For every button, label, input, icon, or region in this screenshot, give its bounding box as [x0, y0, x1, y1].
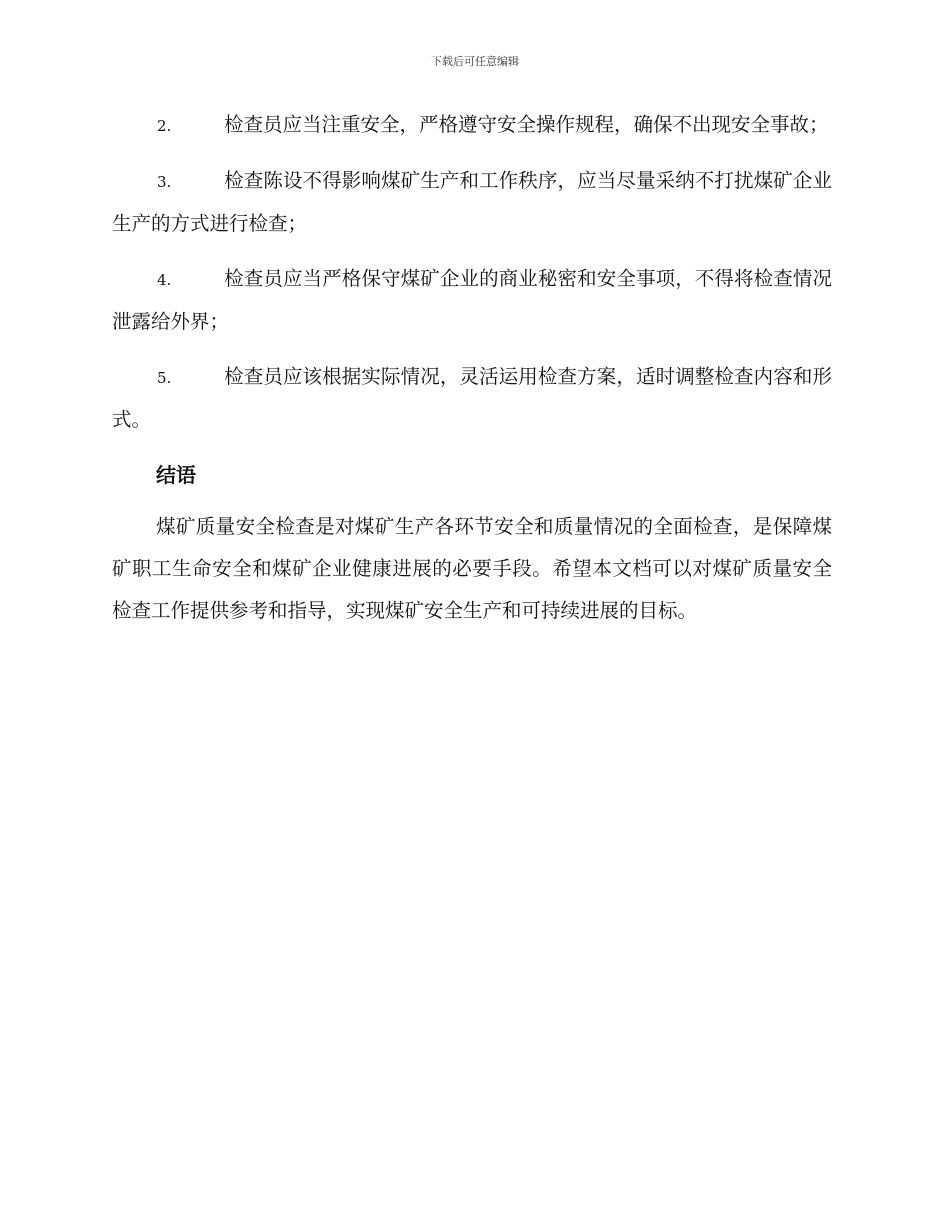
list-text: 检查员应该根据实际情况，灵活运用检查方案，适时调整检查内容和形式。: [112, 365, 832, 431]
list-item-5: [112, 356, 832, 441]
list-text: 检查陈设不得影响煤矿生产和工作秩序，应当尽量采纳不打扰煤矿企业生产的方式进行检查；: [112, 169, 832, 235]
list-item-4: [112, 258, 832, 343]
list-text: 检查员应当严格保守煤矿企业的商业秘密和安全事项，不得将检查情况泄露给外界；: [112, 267, 832, 333]
list-number: 4.: [157, 271, 172, 289]
list-number: 5.: [157, 369, 172, 387]
list-item-2: [112, 104, 832, 147]
conclusion-paragraph: 煤矿质量安全检查是对煤矿生产各环节安全和质量情况的全面检查，是保障煤矿职工生命安全和煤矿企业健康进展的必要手段。希望本文档可以对煤矿质量安全检查工作提供参考和指导，实现煤矿安全生产和可持续进展的目标。: [112, 515, 832, 622]
list-item-3: [112, 160, 832, 245]
list-text: 检查员应当注重安全，严格遵守安全操作规程，确保不出现安全事故；: [224, 113, 829, 136]
document-body: [112, 104, 832, 632]
page-header: 下载后可任意编辑: [431, 55, 519, 68]
list-number: 2.: [157, 117, 172, 135]
list-number: 3.: [157, 173, 172, 191]
section-heading-conclusion: 结语: [156, 463, 196, 487]
